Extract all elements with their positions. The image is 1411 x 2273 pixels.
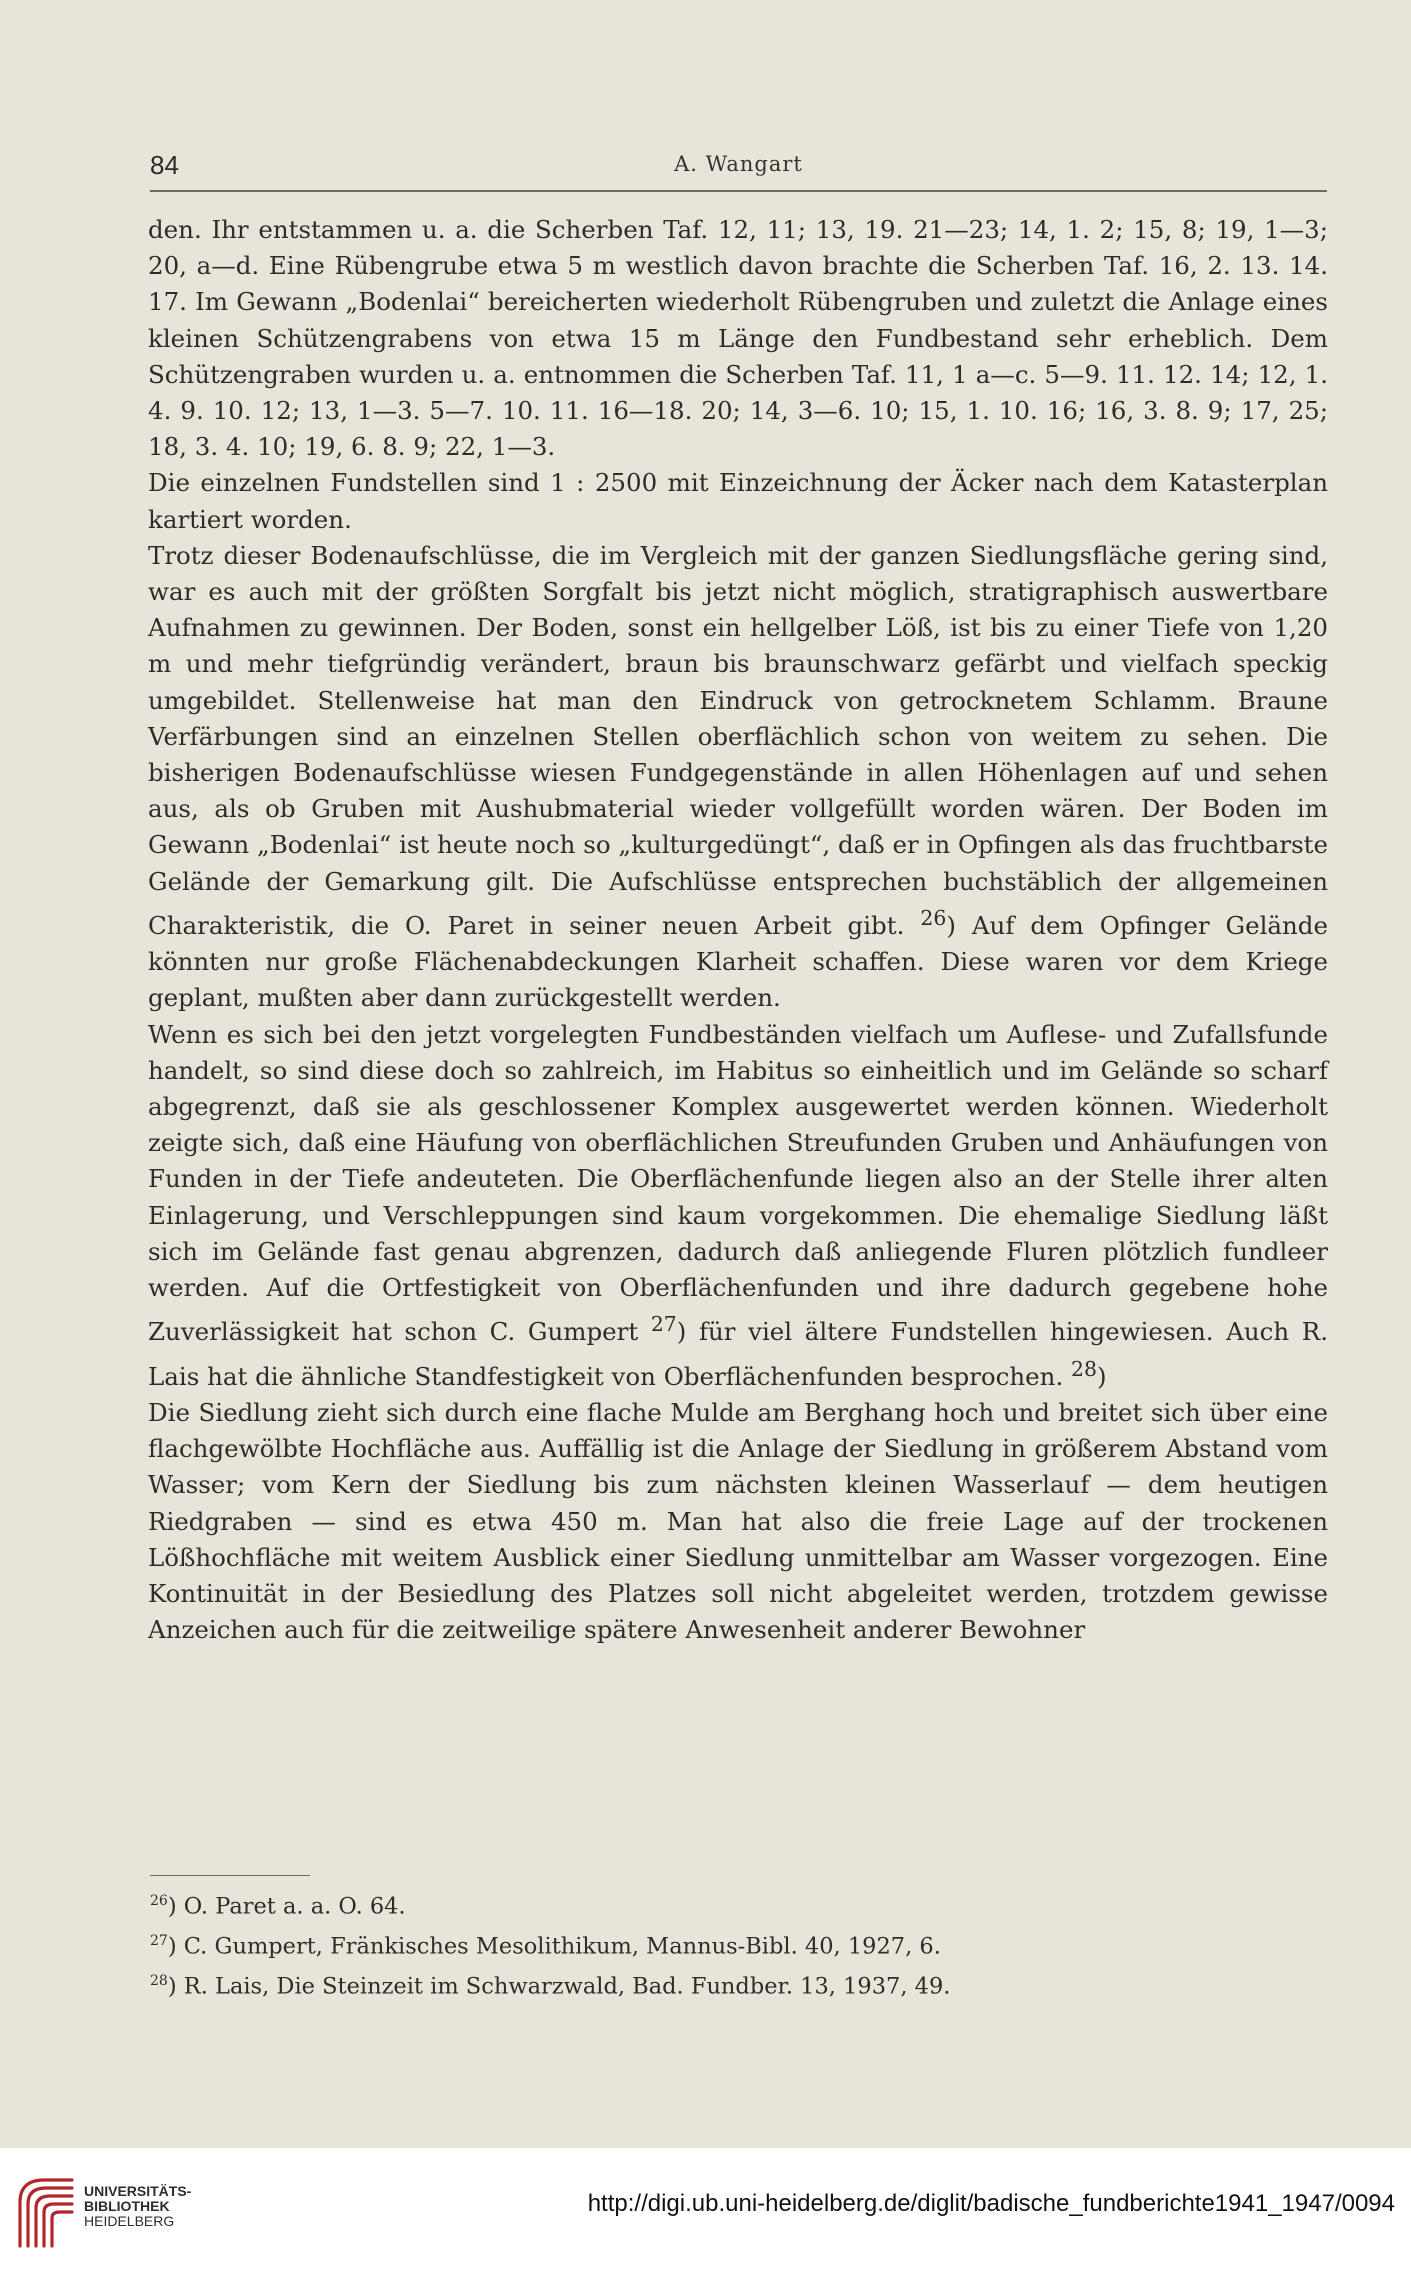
footnotes: [150, 1884, 1330, 2004]
footnote-text: ) C. Gumpert, Fränkisches Mesolithikum, Mannus-Bibl. 40, 1927, 6.: [167, 1933, 941, 1960]
paragraph: [148, 1017, 1328, 1395]
page-header: [150, 150, 1327, 192]
footnote: [150, 1964, 1330, 2004]
viewer-footer: [0, 2148, 1411, 2273]
paragraph-text: ): [1097, 1361, 1107, 1391]
footnote: [150, 1924, 1330, 1964]
paragraph: [148, 538, 1328, 1017]
permalink-url[interactable]: http://digi.ub.uni-heidelberg.de/diglit/badische_fundberichte1941_1947/0094: [587, 2190, 1395, 2217]
footnote-number: 28: [150, 1973, 168, 1989]
footnote-text: ) R. Lais, Die Steinzeit im Schwarzwald, Bad. Fundber. 13, 1937, 49.: [167, 1973, 951, 2000]
paragraph-text: Trotz dieser Bodenaufschlüsse, die im Vergleich mit der ganzen Siedlungsfläche gering sind, war es auch mit der größten Sorgfalt bis jetzt nicht möglich, stratigraphisch auswertbare Aufnahmen zu gewinnen. Der Boden, sonst ein hellgelber Löß, ist bis zu einer Tiefe von 1,20 m und mehr tiefgründig verändert, braun bis braunschwarz gefärbt und vielfach speckig umgebildet. Stellenweise hat man den Eindruck von getrocknetem Schlamm. Braune Verfärbungen sind an einzelnen Stellen oberflächlich schon von weitem zu sehen. Die bisherigen Bodenaufschlüsse wiesen Fundgegenstände in allen Höhenlagen auf und sehen aus, als ob Gruben mit Aushubmaterial wieder vollgefüllt worden wären. Der Boden im Gewann „Bodenlai“ ist heute noch so „kulturgedüngt“, daß er in Opfingen als das fruchtbarste Gelände der Gemarkung gilt. Die Aufschlüsse entsprechen buchstäblich der allgemeinen Charakteristik, die O. Paret in seiner neuen Arbeit gibt.: [148, 540, 1328, 941]
institution-line: BIBLIOTHEK: [84, 2198, 170, 2214]
paragraph-text: Wenn es sich bei den jetzt vorgelegten Fundbeständen vielfach um Auflese- und Zufallsfunde handelt, so sind diese doch so zahlreich, im Habitus so einheitlich und im Gelände so scharf abgegrenzt, daß sie als geschlossener Komplex ausgewertet werden können. Wiederholt zeigte sich, daß eine Häufung von oberflächlichen Streufunden Gruben und Anhäufungen von Funden in der Tiefe andeuteten. Die Oberflächenfunde liegen also an der Stelle ihrer alten Einlagerung, und Verschleppungen sind kaum vorgekommen. Die ehemalige Siedlung läßt sich im Gelände fast genau abgrenzen, dadurch daß anliegende Fluren plötzlich fundleer werden. Auf die Ortfestigkeit von Oberflächenfunden und ihre dadurch gegebene hohe Zuverlässigkeit hat schon C. Gumpert: [148, 1019, 1328, 1347]
paragraph: den. Ihr entstammen u. a. die Scherben Taf. 12, 11; 13, 19. 21—23; 14, 1. 2; 15, 8; 19, 1—3; 20, a—d. Eine Rübengrube etwa 5 m westlich davon brachte die Scherben Taf. 16, 2. 13. 14. 17. Im Gewann „Bodenlai“ bereicherten wiederholt Rübengruben und zuletzt die Anlage eines kleinen Schützengrabens von etwa 15 m Länge den Fundbestand sehr erheblich. Dem Schützengraben wurden u. a. entnommen die Scherben Taf. 11, 1 a—c. 5—9. 11. 12. 14; 12, 1. 4. 9. 10. 12; 13, 1—3. 5—7. 10. 11. 16—18. 20; 14, 3—6. 10; 15, 1. 10. 16; 16, 3. 8. 9; 17, 25; 18, 3. 4. 10; 19, 6. 8. 9; 22, 1—3.: [148, 215, 1328, 462]
footnote-ref: 26: [920, 905, 947, 930]
body-text: [148, 212, 1328, 1648]
paragraph-text: ) für viel ältere Fundstellen hingewiesen. Auch R. Lais hat die ähnliche Standfestigkeit von Oberflächenfunden besprochen.: [148, 1317, 1328, 1391]
footnote: [150, 1884, 1330, 1924]
page-number: 84: [150, 150, 179, 180]
institution-line: UNIVERSITÄTS-: [84, 2183, 192, 2199]
footnote-ref: 27: [650, 1312, 677, 1337]
paragraph: Die Siedlung zieht sich durch eine flache Mulde am Berghang hoch und breitet sich über eine flachgewölbte Hochfläche aus. Auffällig ist die Anlage der Siedlung in größerem Abstand vom Wasser; vom Kern der Siedlung bis zum nächsten kleinen Wasserlauf — dem heutigen Riedgraben — sind es etwa 450 m. Man hat also die freie Lage auf der trockenen Lößhochfläche mit weitem Ausblick einer Siedlung unmittelbar am Wasser vorgezogen. Eine Kontinuität in der Besiedlung des Platzes soll nicht abgeleitet werden, trotzdem gewisse Anzeichen auch für die zeitweilige spätere Anwesenheit anderer Bewohner: [148, 1397, 1328, 1645]
footnote-number: 26: [150, 1893, 168, 1909]
footnote-ref: 28: [1071, 1356, 1098, 1381]
paragraph-text: ) Auf dem Opfinger Gelände könnten nur große Flächenabdeckungen Klarheit schaffen. Diese waren vor dem Kriege geplant, mußten aber dann zurückgestellt werden.: [148, 911, 1328, 1013]
ub-heidelberg-logo-icon[interactable]: [14, 2172, 78, 2248]
running-head: A. Wangart: [674, 152, 803, 176]
institution-name: [84, 2184, 191, 2229]
institution-line: HEIDELBERG: [84, 2213, 175, 2229]
footnote-text: ) O. Paret a. a. O. 64.: [167, 1893, 406, 1920]
footnote-number: 27: [150, 1933, 168, 1949]
paragraph: Die einzelnen Fundstellen sind 1 : 2500 mit Einzeichnung der Äcker nach dem Katasterplan kartiert worden.: [148, 468, 1328, 534]
footnote-divider: [150, 1875, 310, 1876]
